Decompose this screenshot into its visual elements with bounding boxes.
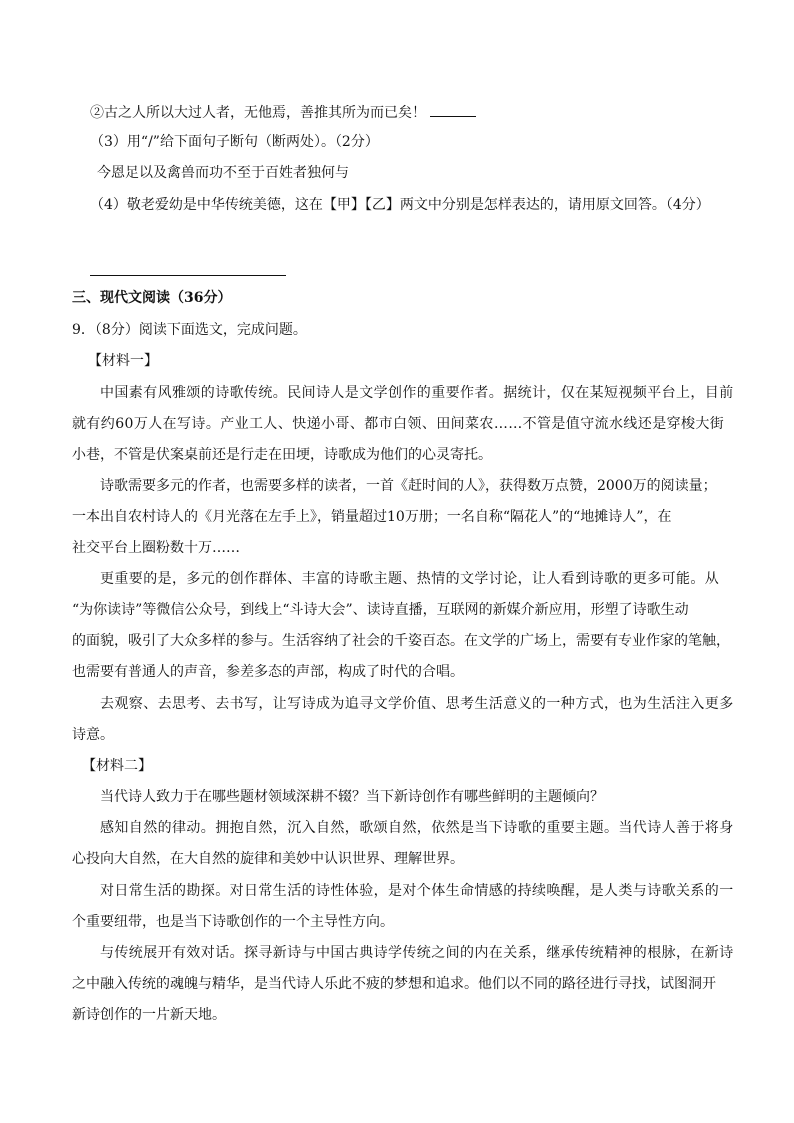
material-1-p4-l2: 诗意。 — [72, 727, 114, 743]
question-8-3-sentence: 今恩足以及禽兽而功不至于百姓者独何与 — [97, 165, 349, 181]
material-1-p3-l4: 也需要有普通人的声音，参差多态的声部，构成了时代的合唱。 — [72, 664, 464, 680]
item-text: ②古之人所以大过人者，无他焉，善推其所为而已矣！ — [90, 105, 426, 121]
material-1-p3-l1: 更重要的是，多元的创作群体、丰富的诗歌主题、热情的文学讨论，让人看到诗歌的更多可能。从 — [100, 571, 720, 587]
material-2-p2-l1: 感知自然的律动。拥抱自然，沉入自然，歌颂自然，依然是当下诗歌的重要主题。当代诗人善于将身 — [100, 820, 734, 836]
material-1-p1-l3: 小巷，不管是伏案桌前还是行走在田埂，诗歌成为他们的心灵寄托。 — [72, 447, 492, 463]
material-2-p3-l1: 对日常生活的勘探。对日常生活的诗性体验，是对个体生命情感的持续唤醒，是人类与诗歌关系的一 — [100, 883, 734, 899]
material-1-p2-l1: 诗歌需要多元的作者，也需要多样的读者，一首《赶时间的人》，获得数万点赞，2000万的阅读量； — [100, 478, 717, 494]
material-2-p3-l2: 个重要纽带，也是当下诗歌创作的一个主导性方向。 — [72, 914, 394, 930]
material-1-p3-l2: “为你读诗”等微信公众号，到线上“斗诗大会”、读诗直播，互联网的新媒介新应用，形塑了诗歌生动 — [72, 602, 689, 618]
material-1-p1-l1: 中国素有风雅颂的诗歌传统。民间诗人是文学创作的重要作者。据统计，仅在某短视频平台上，目前 — [100, 385, 734, 401]
question-8-2-item — [90, 102, 476, 122]
material-2-p1: 当代诗人致力于在哪些题材领域深耕不辍？当下新诗创作有哪些鲜明的主题倾向？ — [100, 789, 604, 805]
material-1-p1-l2: 就有约60万人在写诗。产业工人、快递小哥、都市白领、田间菜农……不管是值守流水线还是穿梭大街 — [72, 416, 725, 432]
answer-line[interactable] — [90, 275, 286, 276]
material-2-p2-l2: 心投向大自然，在大自然的旋律和美妙中认识世界、理解世界。 — [72, 851, 464, 867]
question-9: 9．（8分）阅读下面选文，完成问题。 — [72, 322, 307, 338]
material-2-title: 【材料二】 — [82, 758, 152, 774]
material-1-p4-l1: 去观察、去思考、去书写，让写诗成为追寻文学价值、思考生活意义的一种方式，也为生活注入更多 — [100, 696, 734, 712]
material-2-p4-l1: 与传统展开有效对话。探寻新诗与中国古典诗学传统之间的内在关系，继承传统精神的根脉，在新诗 — [100, 945, 734, 961]
material-1-p2-l2: 一本出自农村诗人的《月光落在左手上》，销量超过10万册；一名自称“隔花人”的“地摊诗人”，在 — [72, 509, 672, 525]
material-2-p4-l2: 之中融入传统的魂魄与精华，是当代诗人乐此不疲的梦想和追求。他们以不同的路径进行寻找，试图洞开 — [72, 976, 716, 992]
material-1-p3-l3: 的面貌，吸引了大众多样的参与。生活容纳了社会的千姿百态。在文学的广场上，需要有专业作家的笔触， — [72, 633, 730, 649]
section-3-heading: 三、现代文阅读（36分） — [72, 290, 232, 306]
material-1-title: 【材料一】 — [88, 353, 158, 369]
material-1-p2-l3: 社交平台上圈粉数十万…… — [72, 540, 240, 556]
question-8-3: （3）用“/”给下面句子断句（断两处）。（2分） — [90, 134, 379, 150]
material-2-p4-l3: 新诗创作的一片新天地。 — [72, 1007, 226, 1023]
answer-blank[interactable] — [430, 102, 476, 117]
question-8-4: （4）敬老爱幼是中华传统美德，这在【甲】【乙】两文中分别是怎样表达的，请用原文回答。（4分） — [90, 197, 710, 213]
